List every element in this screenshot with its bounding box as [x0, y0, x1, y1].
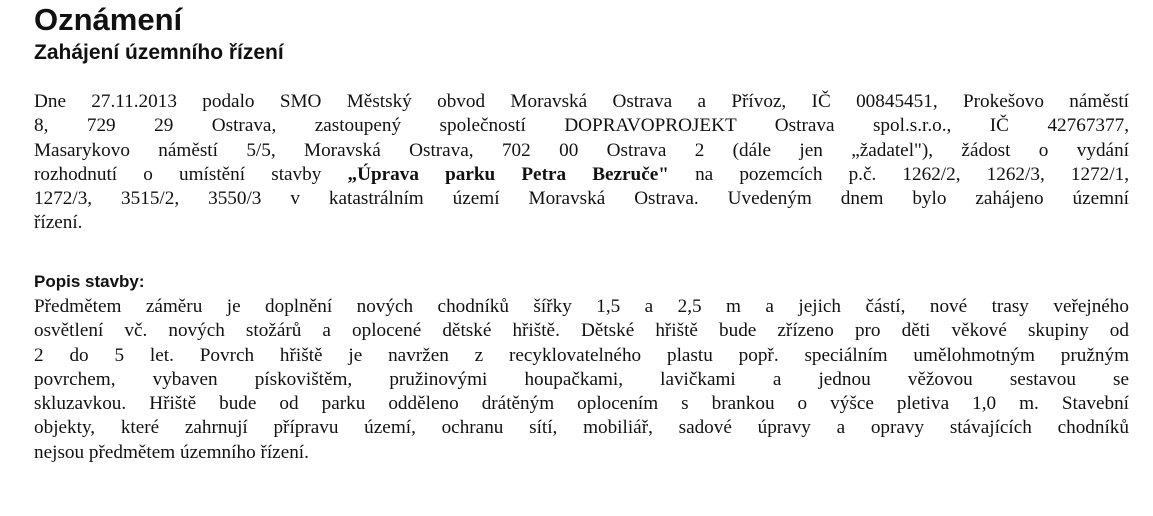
section-heading: Popis stavby: — [34, 272, 145, 291]
description-line: objekty, které zahrnují přípravu území, ochranu sítí, mobiliář, sadové úpravy a opravy stávajících chodníků — [34, 417, 1129, 439]
description-line: skluzavkou. Hřiště bude od parku odděleno drátěným oplocením s brankou o výšce pletiva 1,0 m. Stavební — [34, 393, 1129, 415]
description-line: osvětlení vč. nových stožárů a oplocené dětské hřiště. Dětské hřiště bude zřízeno pro děti věkové skupiny od — [34, 320, 1129, 342]
intro-line: řízení. — [34, 212, 83, 234]
intro-line: 8, 729 29 Ostrava, zastoupený společností DOPRAVOPROJEKT Ostrava spol.s.r.o., IČ 42767377, — [34, 115, 1129, 137]
intro-paragraph — [34, 90, 1129, 236]
intro-line: Dne 27.11.2013 podalo SMO Městský obvod Moravská Ostrava a Přívoz, IČ 00845451, Prokešovo náměstí — [34, 91, 1129, 112]
description-line: Předmětem záměru je doplnění nových chodníků šířky 1,5 a 2,5 m a jejich částí, nové trasy veřejného — [34, 296, 1129, 317]
intro-line-with-project-name — [34, 163, 1129, 187]
intro-line-start: rozhodnutí o umístění stavby — [34, 163, 348, 185]
document-subtitle: Zahájení územního řízení — [34, 41, 284, 64]
intro-line: Masarykovo náměstí 5/5, Moravská Ostrava, 702 00 Ostrava 2 (dále jen „žadatel"), žádost o vydání — [34, 139, 1129, 161]
project-name: „Úprava parku Petra Bezruče" — [347, 163, 669, 185]
intro-line: 1272/3, 3515/2, 3550/3 v katastrálním území Moravská Ostrava. Uvedeným dnem bylo zahájeno územní — [34, 188, 1129, 210]
intro-line-end: na pozemcích p.č. 1262/2, 1262/3, 1272/1, — [668, 163, 1129, 185]
description-line: 2 do 5 let. Povrch hřiště je navržen z recyklovatelného plastu popř. speciálním umělohmotným pružným — [34, 344, 1129, 366]
description-line: nejsou předmětem územního řízení. — [34, 441, 309, 463]
document-title: Oznámení — [34, 2, 183, 37]
description-paragraph — [34, 295, 1129, 465]
description-line: povrchem, vybaven pískovištěm, pružinovými houpačkami, lavičkami a jednou věžovou sestavou se — [34, 368, 1129, 390]
